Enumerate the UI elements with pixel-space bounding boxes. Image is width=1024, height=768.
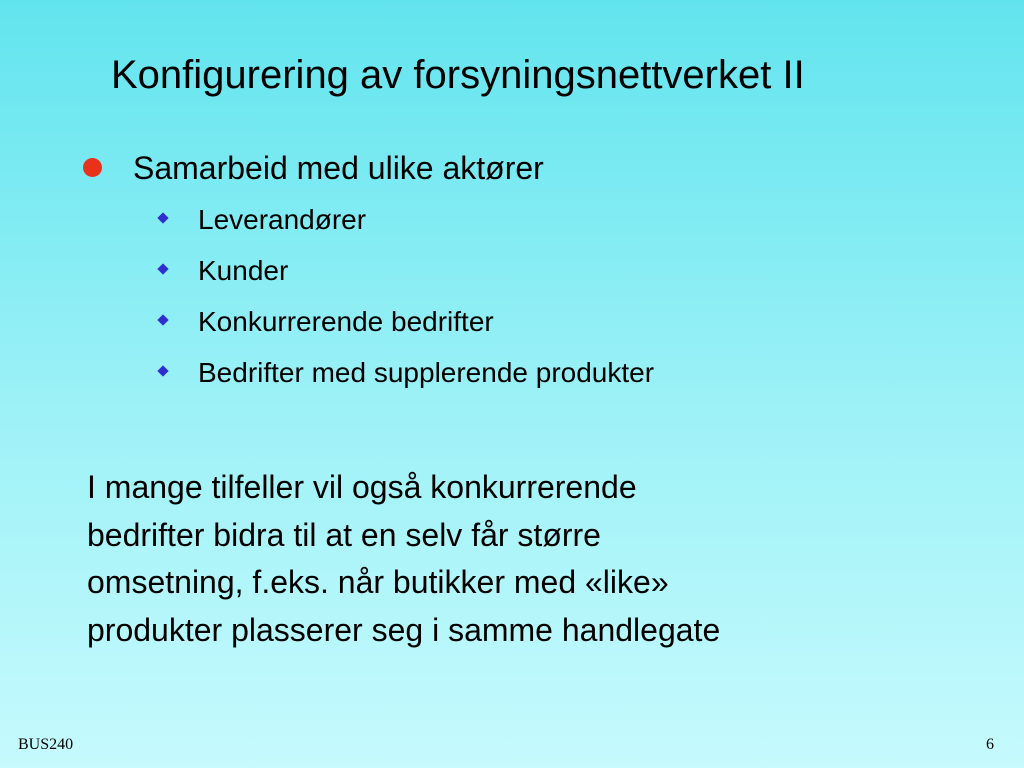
blue-diamond-icon bbox=[157, 314, 168, 325]
red-dot-icon bbox=[83, 158, 102, 177]
note-line: I mange tilfeller vil også konkurrerende bbox=[87, 469, 637, 505]
footer-course: BUS240 bbox=[18, 736, 74, 753]
note-line: omsetning, f.eks. når butikker med «like» bbox=[87, 564, 669, 600]
blue-diamond-icon bbox=[157, 365, 168, 376]
blue-diamond-icon bbox=[157, 263, 168, 274]
sub-bullet-text: Leverandører bbox=[198, 204, 367, 235]
note-line: produkter plasserer seg i samme handlegate bbox=[87, 611, 721, 648]
sub-bullet-text: Konkurrerende bedrifter bbox=[198, 306, 494, 337]
blue-diamond-icon bbox=[157, 212, 168, 223]
bullet-text: Samarbeid med ulike aktører bbox=[133, 150, 544, 186]
sub-bullet-text: Kunder bbox=[198, 255, 289, 286]
note-line: bedrifter bidra til at en selv får større bbox=[87, 516, 601, 553]
note-paragraph bbox=[87, 464, 907, 654]
slide-title: Konfigurering av forsyningsnettverket II bbox=[111, 53, 805, 97]
footer-page-number: 6 bbox=[986, 736, 994, 753]
sub-bullet-text: Bedrifter med supplerende produkter bbox=[198, 357, 655, 388]
